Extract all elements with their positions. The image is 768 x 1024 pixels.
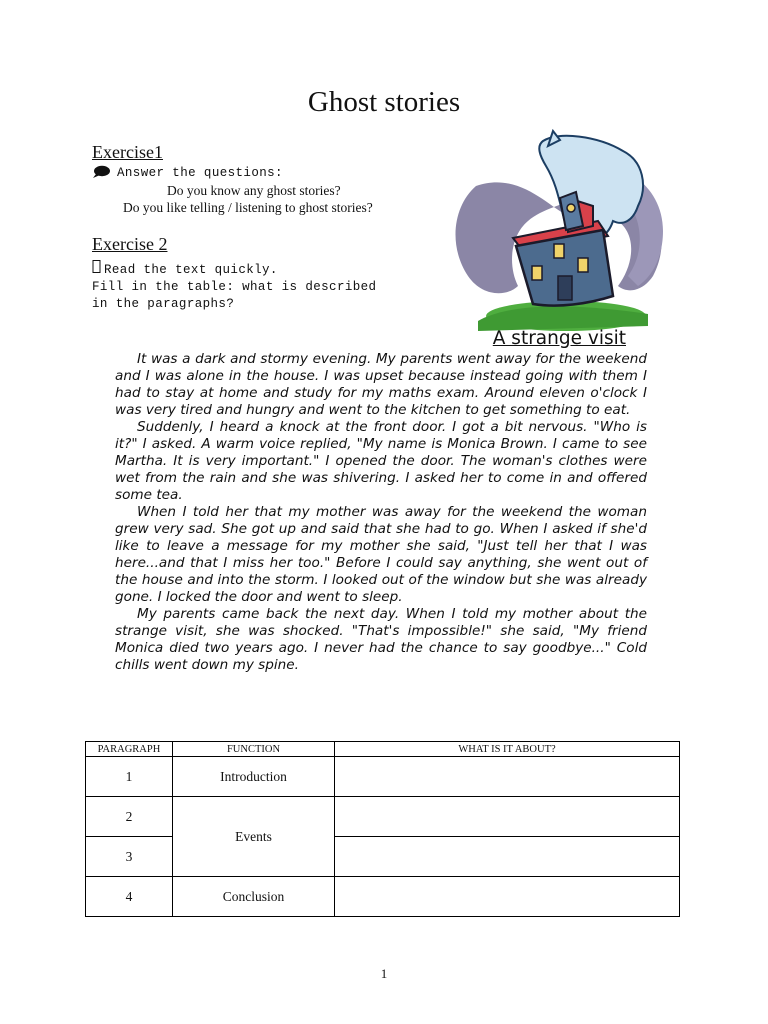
story-title: A strange visit [492, 328, 626, 349]
table-cell-paragraph: 2 [86, 797, 173, 837]
table-cell-about[interactable] [335, 757, 680, 797]
question-1: Do you know any ghost stories? [167, 183, 341, 198]
page-number: 1 [380, 966, 388, 981]
story-paragraph-4: My parents came back the next day. When I told my mother about the strange visit, she was shocked. "That's impossible!" she said, "My friend Monica died two years ago. I never had the chance to say goodbye..." Cold chills went down my spine. [115, 606, 647, 673]
book-icon [92, 260, 101, 273]
haunted-house-ghost-icon [448, 126, 670, 338]
story-paragraph-1: It was a dark and stormy evening. My parents went away for the weekend and I was alone in the house. I was upset because instead going with them I had to stay at home and study for my maths exam. Around eleven o'clock I was very tired and hungry and went to the kitchen to get something to eat. [115, 351, 647, 418]
table-cell-paragraph: 4 [86, 877, 173, 917]
table-header-about: WHAT IS IT ABOUT? [335, 742, 680, 757]
exercise2-line-3: in the paragraphs? [92, 297, 235, 311]
story-text [115, 351, 647, 674]
exercise2-line-2: Fill in the table: what is described [92, 280, 377, 294]
table-cell-function: Conclusion [173, 877, 335, 917]
table-cell-paragraph: 3 [86, 837, 173, 877]
exercise2-line-1: Read the text quickly. [104, 263, 278, 277]
question-2: Do you like telling / listening to ghost stories? [123, 200, 373, 215]
paragraph-function-table [85, 741, 680, 917]
table-row [86, 797, 680, 837]
table-cell-about[interactable] [335, 877, 680, 917]
table-cell-about[interactable] [335, 837, 680, 877]
story-paragraph-2: Suddenly, I heard a knock at the front door. I got a bit nervous. "Who is it?" I asked. A warm voice replied, "My name is Monica Brown. I came to see Martha. It is very important." I opened the door. The woman's clothes were wet from the rain and she was shivering. I asked her to come in and offered some tea. [115, 419, 647, 503]
table-cell-function: Introduction [173, 757, 335, 797]
table-header-function: FUNCTION [173, 742, 335, 757]
table-row [86, 877, 680, 917]
table-row [86, 757, 680, 797]
table-cell-function: Events [173, 797, 335, 877]
table-cell-paragraph: 1 [86, 757, 173, 797]
exercise2-heading: Exercise 2 [92, 234, 168, 254]
speech-bubble-icon [92, 165, 110, 179]
exercise1-heading: Exercise1 [92, 142, 163, 162]
table-cell-about[interactable] [335, 797, 680, 837]
exercise1-instruction: Answer the questions: [117, 166, 283, 180]
table-header-paragraph: PARAGRAPH [86, 742, 173, 757]
page-title: Ghost stories [307, 86, 461, 118]
story-paragraph-3: When I told her that my mother was away for the weekend the woman grew very sad. She got up and said that she had to go. When I asked if she'd like to leave a message for my mother she said, "Just tell her that I was here...and that I miss her too." Before I could say anything, she went out of the house and into the storm. I looked out of the window but she was already gone. I locked the door and went to sleep. [115, 504, 647, 605]
